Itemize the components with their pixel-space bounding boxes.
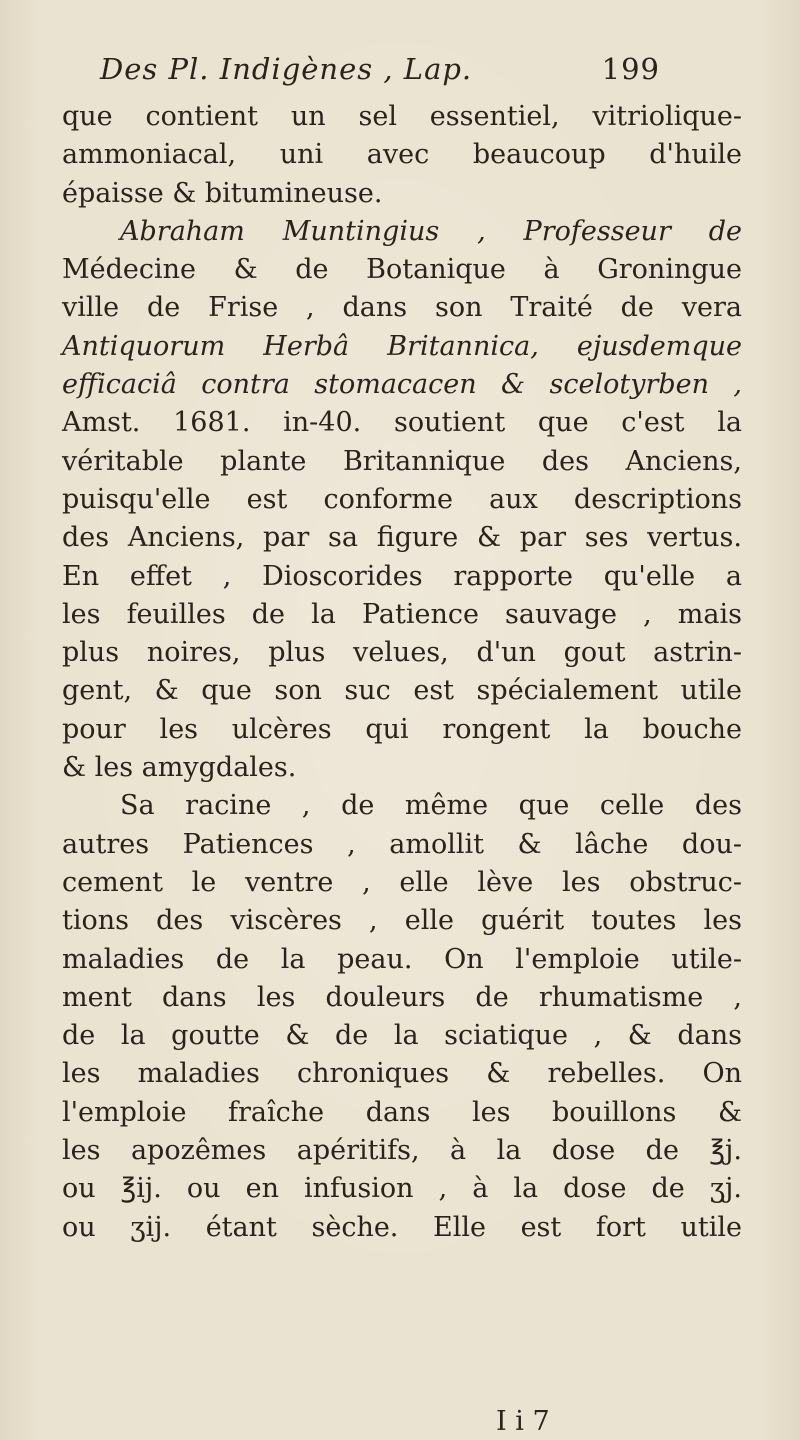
page-number: 199 [601,52,660,86]
text-line: de la goutte & de la sciatique , & dans [62,1020,742,1052]
text-line: Amst. 1681. in-40. soutient que c'est la [62,407,742,439]
text-line: pour les ulcères qui rongent la bouche [62,713,742,745]
text-line: tions des viscères , elle guérit toutes les [62,905,742,937]
text-line: ment dans les douleurs de rhumatisme , [62,981,742,1013]
text-line: que contient un sel essentiel, vitriolique- [62,101,742,132]
text-line: ou ʒij. étant sèche. Elle est fort utile [62,1211,742,1243]
text-line: gent, & que son suc est spécialement utile [62,675,742,707]
body-text [62,98,742,1247]
text-line: cement le ventre , elle lève les obstruc- [62,866,742,898]
text-line: les feuilles de la Patience sauvage , mais [62,598,742,630]
text-line: véritable plante Britannique des Anciens, [62,445,742,477]
text-line: autres Patiences , amollit & lâche dou- [62,828,742,860]
text-line: & les amygdales. [62,752,297,784]
text-line: plus noires, plus velues, d'un gout astrin- [62,637,742,669]
text-line: les maladies chroniques & rebelles. On [62,1058,742,1090]
text-line: efficaciâ contra stomacacen & scelotyrben , [62,369,742,401]
page-header [100,52,660,92]
text-line: Antiquorum Herbâ Britannica, ejusdemque [62,330,742,362]
signature-mark: I i 7 [496,1406,550,1437]
text-line: puisqu'elle est conforme aux descriptions [62,483,742,515]
text-line: l'emploie fraîche dans les bouillons & [62,1096,742,1128]
text-line: ville de Frise , dans son Traité de vera [62,292,742,324]
text-line: Sa racine , de même que celle des [120,790,742,822]
running-head: Des Pl. Indigènes , Lap. [100,52,473,86]
text-line: Médecine & de Botanique à Groningue [62,254,742,286]
text-line: ou ℥ij. ou en infusion , à la dose de ʒj. [62,1173,742,1205]
text-line: maladies de la peau. On l'emploie utile- [62,943,742,975]
text-line: ammoniacal, uni avec beaucoup d'huile [62,139,742,171]
text-line: les apozêmes apéritifs, à la dose de ℥j. [62,1135,742,1167]
text-line: des Anciens, par sa figure & par ses vertus. [62,522,742,554]
text-line: En effet , Dioscorides rapporte qu'elle a [62,560,742,592]
text-line: Abraham Muntingius , Professeur de [120,215,742,247]
text-line: épaisse & bitumineuse. [62,177,383,209]
